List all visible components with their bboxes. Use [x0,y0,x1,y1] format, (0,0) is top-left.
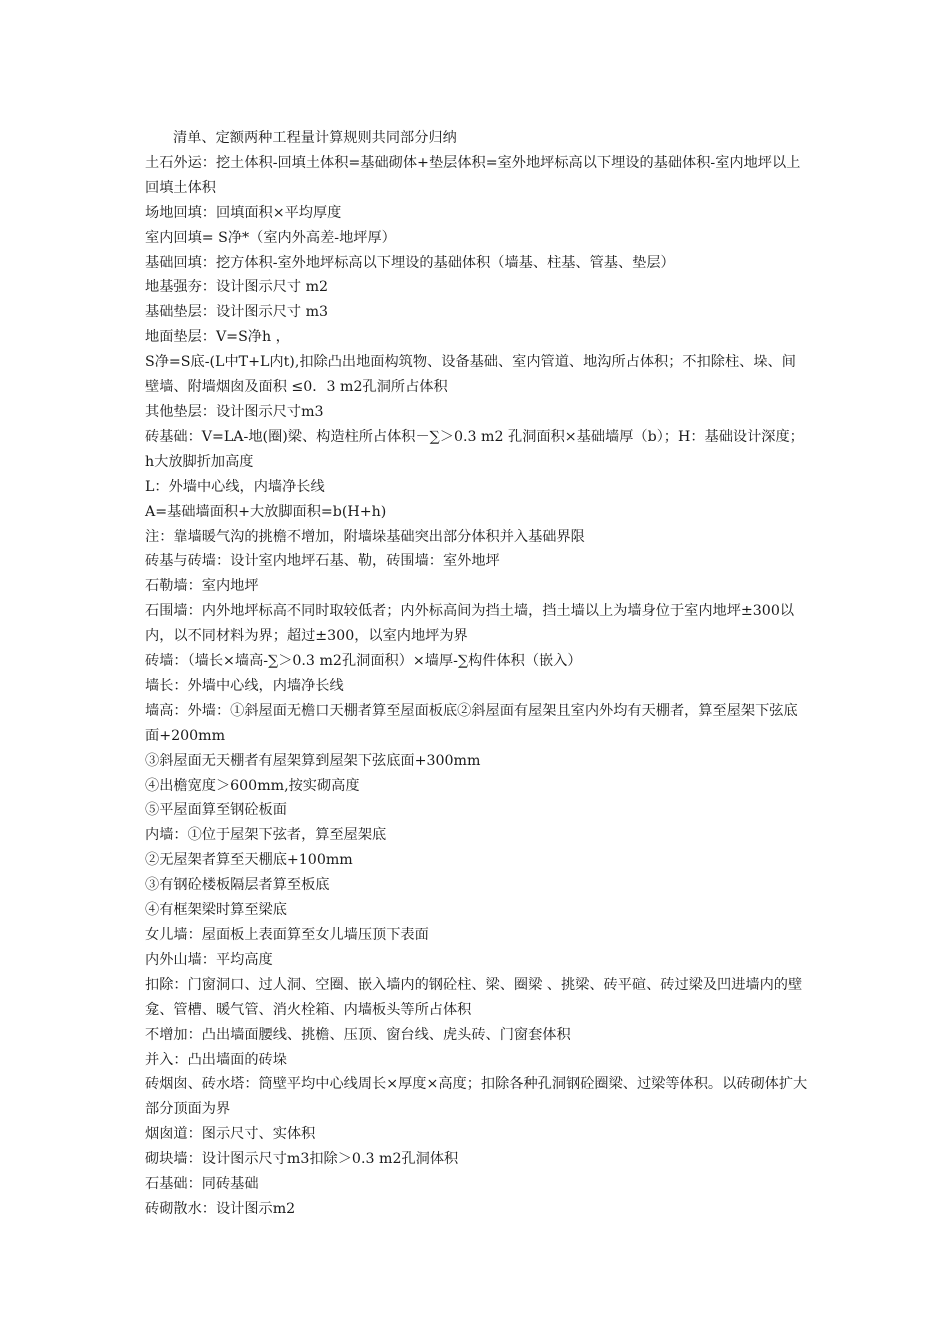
text-line: 室内回填= S净*（室内外高差-地坪厚） [145,229,396,246]
text-line: 砌块墙：设计图示尺寸m3扣除＞0.3 m2孔洞体积 [145,1151,459,1168]
text-line: 墙长：外墙中心线，内墙净长线 [145,677,344,694]
text-line: 其他垫层：设计图示尺寸m3 [145,403,324,420]
text-line: 并入：凸出墙面的砖垛 [145,1051,287,1068]
text-line: ③有钢砼楼板隔层者算至板底 [145,877,330,894]
text-line: ④出檐宽度＞600mm,按实砌高度 [145,777,360,794]
text-line: 不增加：凸出墙面腰线、挑檐、压顶、窗台线、虎头砖、门窗套体积 [145,1026,571,1043]
text-line: 内墙：①位于屋架下弦者，算至屋架底 [145,827,387,844]
text-line: 石围墙：内外地坪标高不同时取较低者；内外标高间为挡土墙，挡土墙以上为墙身位于室内地坪±300以内，以不同材料为界；超过±300，以室内地坪为界 [145,603,795,645]
text-line: 内外山墙：平均高度 [145,951,273,968]
text-line: ②无屋架者算至天棚底+100mm [145,852,353,869]
text-line: 扣除：门窗洞口、过人洞、空圈、嵌入墙内的钢砼柱、梁、圈梁 、挑梁、砖平碹、砖过梁及凹进墙内的壁龛、管槽、暖气管、消火栓箱、内墙板头等所占体积 [145,976,803,1018]
text-line: ④有框架梁时算至梁底 [145,902,287,919]
text-line: 地面垫层：V=S净h ， [145,329,290,346]
text-line: 石基础：同砖基础 [145,1176,259,1193]
text-line: 墙高：外墙：①斜屋面无檐口天棚者算至屋面板底②斜屋面有屋架且室内外均有天棚者，算至屋架下弦底面+200mm [145,702,798,744]
text-line: 砖砌散水：设计图示m2 [145,1200,296,1217]
document-title: 清单、定额两种工程量计算规则共同部分归纳 [173,130,457,146]
text-line: ⑤平屋面算至钢砼板面 [145,802,287,819]
text-line: 石勒墙：室内地坪 [145,578,259,595]
text-line: 砖基础：V=LA-地(圈)梁、构造柱所占体积－∑＞0.3 m2 孔洞面积×基础墙厚（b）；H：基础设计深度；h大放脚折加高度 [145,428,804,470]
text-line: 女儿墙：屋面板上表面算至女儿墙压顶下表面 [145,927,429,943]
text-line: 注：靠墙暖气沟的挑檐不增加，附墙垛基础突出部分体积并入基础界限 [145,528,585,545]
text-line: 砖烟囱、砖水塔：筒壁平均中心线周长×厚度×高度；扣除各种孔洞钢砼圈梁、过梁等体积。以砖砌体扩大部分顶面为界 [145,1076,808,1118]
text-line: ③斜屋面无天棚者有屋架算到屋架下弦底面+300mm [145,752,481,769]
text-line: A=基础墙面积+大放脚面积=b(H+h) [145,503,387,520]
text-line: L：外墙中心线，内墙净长线 [145,478,325,495]
text-line: S净=S底-(L中T+L内t),扣除凸出地面构筑物、设备基础、室内管道、地沟所占体积；不扣除柱、垛、间壁墙、附墙烟囱及面积 ≤0．3 m2孔洞所占体积 [145,354,796,396]
text-line: 基础回填：挖方体积-室外地坪标高以下埋设的基础体积（墙基、柱基、管基、垫层） [145,254,675,271]
text-line: 基础垫层：设计图示尺寸 m3 [145,304,329,321]
text-line: 地基强夯：设计图示尺寸 m2 [145,279,329,296]
text-line: 砖基与砖墙：设计室内地坪石基、勒，砖围墙：室外地坪 [145,553,500,570]
document-body [145,126,810,1222]
document-lines [145,151,810,1222]
text-line: 砖墙：（墙长×墙高-∑＞0.3 m2孔洞面积）×墙厚-∑构件体积（嵌入） [145,653,582,670]
text-line: 场地回填：回填面积×平均厚度 [145,204,342,221]
text-line: 土石外运：挖土体积-回填土体积=基础砌体+垫层体积=室外地坪标高以下埋设的基础体积-室内地坪以上回填土体积 [145,154,801,196]
text-line: 烟囱道：图示尺寸、实体积 [145,1126,316,1143]
